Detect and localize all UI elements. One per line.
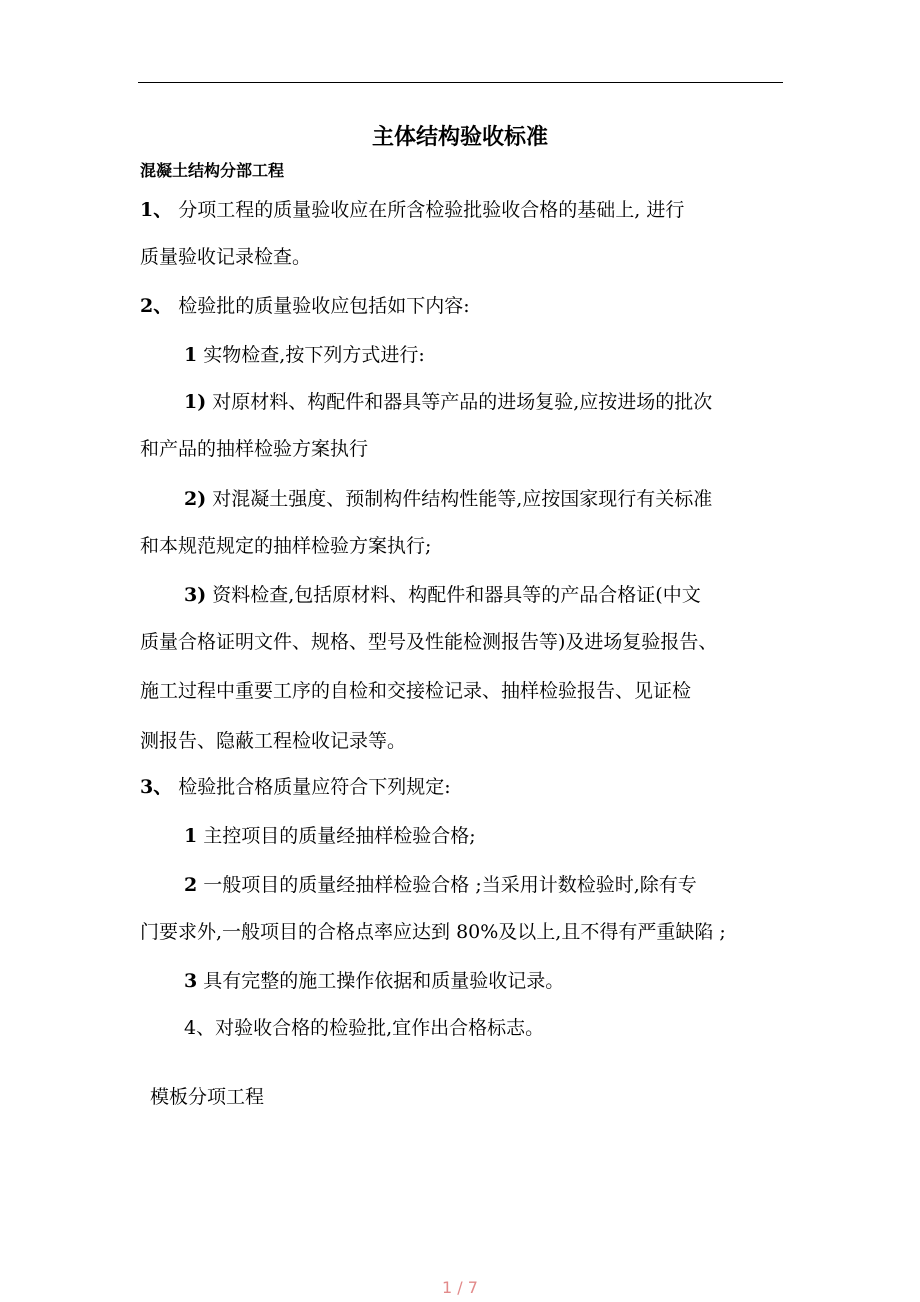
line-text: 对原材料、构配件和器具等产品的进场复验,应按进场的批次: [206, 391, 713, 413]
paragraph-line: [184, 821, 476, 851]
item-number: 2、: [140, 295, 173, 317]
line-text: 施工过程中重要工序的自检和交接检记录、抽样检验报告、见证检: [140, 680, 692, 702]
paragraph-line: [184, 340, 425, 370]
item-number: 3、: [140, 776, 173, 798]
line-text: 4、对验收合格的检验批,宜作出合格标志。: [184, 1017, 545, 1039]
paragraph-line: [140, 531, 431, 561]
line-text: 质量合格证明文件、规格、型号及性能检测报告等)及进场复验报告、: [140, 631, 718, 653]
line-text: 对混凝土强度、预制构件结构性能等,应按国家现行有关标准: [206, 488, 713, 510]
paragraph-line: [140, 195, 684, 225]
item-number: 1、: [140, 199, 173, 221]
paragraph-line: [184, 580, 701, 610]
line-text: 资料检查,包括原材料、构配件和器具等的产品合格证(中文: [206, 584, 701, 606]
line-text: 测报告、隐蔽工程检收记录等。: [140, 730, 407, 752]
item-number: 2): [184, 488, 207, 510]
line-text: 门要求外,一般项目的合格点率应达到 80%及以上,且不得有严重缺陷 ;: [140, 921, 726, 943]
line-text: 检验批的质量验收应包括如下内容:: [172, 295, 470, 317]
line-text: 一般项目的质量经抽样检验合格 ;当采用计数检验时,除有专: [197, 874, 697, 896]
line-text: 质量验收记录检查。: [140, 246, 312, 268]
paragraph-line: [140, 676, 691, 706]
header-rule: [138, 82, 783, 83]
line-text: 实物检查,按下列方式进行:: [197, 344, 425, 366]
paragraph-line: [184, 870, 697, 900]
line-text: 分项工程的质量验收应在所含检验批验收合格的基础上, 进行: [172, 199, 685, 221]
paragraph-line: [140, 627, 717, 657]
paragraph-line: [140, 917, 726, 947]
paragraph-line: [140, 434, 368, 464]
item-number: 3: [184, 970, 198, 992]
line-text: 检验批合格质量应符合下列规定:: [172, 776, 451, 798]
item-number: 3): [184, 584, 207, 606]
line-text: 具有完整的施工操作依据和质量验收记录。: [197, 970, 565, 992]
paragraph-line: [140, 772, 451, 802]
page-number: 1 / 7: [442, 1278, 478, 1297]
line-text: 和本规范规定的抽样检验方案执行;: [140, 535, 432, 557]
subsection-heading: 模板分项工程: [150, 1086, 265, 1108]
paragraph-line: [184, 966, 564, 996]
line-text: 主控项目的质量经抽样检验合格;: [197, 825, 476, 847]
item-number: 2: [184, 874, 198, 896]
item-number: 1: [184, 344, 198, 366]
paragraph-line: [184, 484, 712, 514]
paragraph-line: [184, 387, 712, 417]
paragraph-line: [140, 291, 470, 321]
item-number: 1): [184, 391, 207, 413]
section-heading: 混凝土结构分部工程: [140, 161, 285, 180]
paragraph-line: [140, 242, 311, 272]
paragraph-line: [184, 1013, 544, 1043]
line-text: 和产品的抽样检验方案执行: [140, 438, 369, 460]
document-title: 主体结构验收标准: [371, 124, 548, 150]
item-number: 1: [184, 825, 198, 847]
paragraph-line: [140, 726, 406, 756]
